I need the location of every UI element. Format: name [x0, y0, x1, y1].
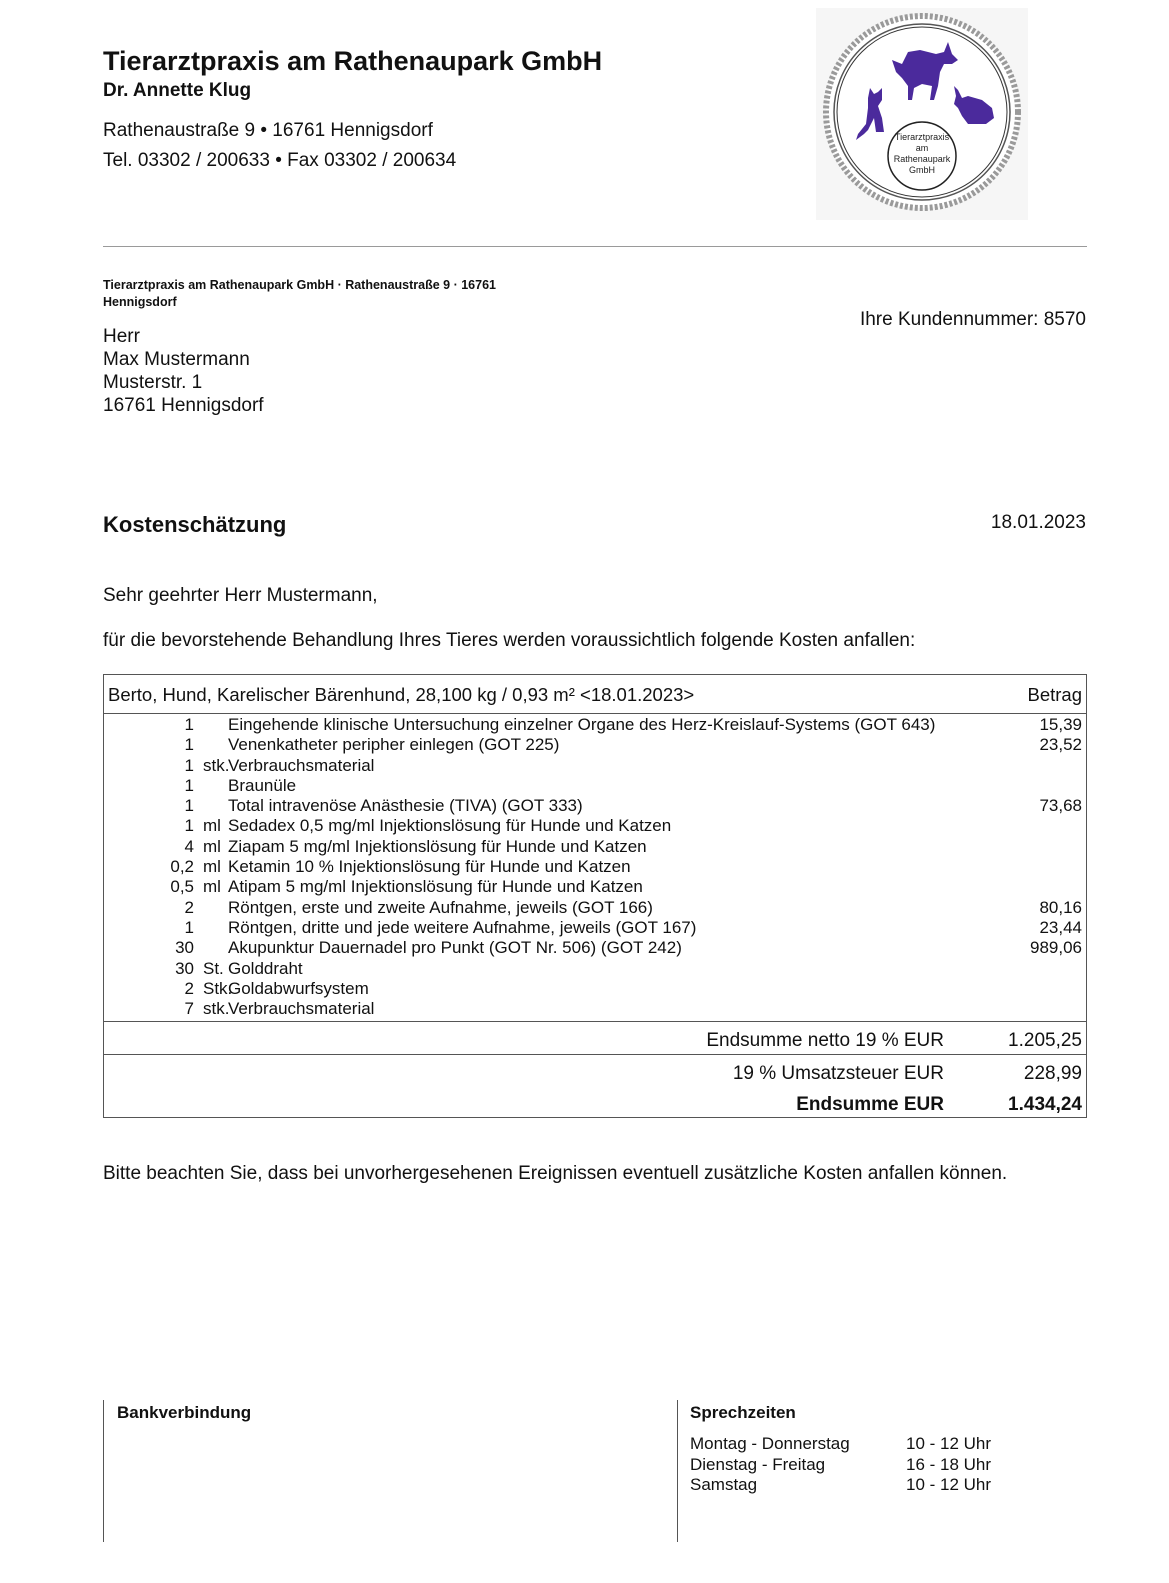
logo-text-line: Tierarztpraxis: [894, 132, 950, 142]
header-divider: [103, 246, 1087, 247]
table-divider: [104, 1021, 1086, 1022]
company-phone: Tel. 03302 / 200633 • Fax 03302 / 200634: [103, 150, 457, 171]
item-description: Total intravenöse Anästhesie (TIVA) (GOT 333): [228, 796, 583, 816]
item-unit: Stk.: [203, 978, 233, 998]
cost-table: [103, 674, 1087, 1118]
salutation: Sehr geehrter Herr Mustermann,: [103, 585, 378, 606]
logo-text-line: am: [915, 143, 929, 153]
recipient-title: Herr: [103, 326, 140, 347]
office-hours-row: [690, 1475, 1010, 1496]
item-quantity: 0,2: [170, 857, 194, 877]
company-address: Rathenaustraße 9 • 16761 Hennigsdorf: [103, 120, 433, 141]
item-quantity: 1: [184, 715, 194, 734]
item-description: Akupunktur Dauernadel pro Punkt (GOT Nr. 506) (GOT 242): [228, 938, 682, 958]
item-quantity: 0,5: [170, 877, 194, 897]
item-quantity: 4: [184, 836, 194, 856]
patient-info: Berto, Hund, Karelischer Bärenhund, 28,100 kg / 0,93 m² <18.01.2023>: [108, 684, 695, 705]
item-description: Röntgen, dritte und jede weitere Aufnahme, jeweils (GOT 167): [228, 917, 697, 937]
office-hours-title: Sprechzeiten: [690, 1403, 796, 1422]
bank-details-title: Bankverbindung: [117, 1403, 252, 1422]
item-description: Verbrauchsmaterial: [228, 755, 375, 775]
table-header: [104, 675, 1086, 714]
office-hours-list: [690, 1434, 1010, 1496]
table-row: [104, 796, 1086, 816]
vat-label: 19 % Umsatzsteuer EUR: [732, 1063, 944, 1084]
table-row: [104, 999, 1086, 1019]
item-amount: 80,16: [1039, 897, 1082, 917]
item-description: Ziapam 5 mg/ml Injektionslösung für Hunde und Katzen: [228, 836, 647, 856]
grand-total-label: Endsumme EUR: [796, 1094, 944, 1115]
recipient-street: Musterstr. 1: [103, 372, 203, 393]
item-description: Röntgen, erste und zweite Aufnahme, jeweils (GOT 166): [228, 897, 653, 917]
net-total-label: Endsumme netto 19 % EUR: [706, 1030, 944, 1051]
item-unit: ml: [203, 857, 221, 877]
table-divider: [104, 1054, 1086, 1055]
footer-divider: [103, 1400, 104, 1542]
item-amount: 989,06: [1030, 938, 1082, 958]
practice-logo: [816, 8, 1028, 220]
intro-text: für die bevorstehende Behandlung Ihres Tieres werden voraussichtlich folgende Kosten anfallen:: [103, 630, 916, 651]
item-quantity: 1: [184, 816, 194, 836]
item-unit: ml: [203, 816, 221, 836]
office-hours-time: 16 - 18 Uhr: [906, 1454, 992, 1474]
table-row: [104, 715, 1086, 735]
item-quantity: 7: [184, 999, 194, 1019]
cost-note: Bitte beachten Sie, dass bei unvorhergesehenen Ereignissen eventuell zusätzliche Kosten anfallen können.: [103, 1163, 1008, 1184]
item-unit: ml: [203, 877, 221, 897]
item-unit: stk.: [203, 755, 230, 775]
item-description: Ketamin 10 % Injektionslösung für Hunde und Katzen: [228, 857, 631, 877]
table-row: [104, 837, 1086, 857]
item-unit: ml: [203, 836, 221, 856]
item-description: Goldabwurfsystem: [228, 978, 369, 998]
item-unit: stk.: [203, 999, 230, 1019]
item-quantity: 1: [184, 796, 194, 816]
customer-number: Ihre Kundennummer: 8570: [859, 309, 1086, 330]
company-name: Tierarztpraxis am Rathenaupark GmbH: [103, 46, 603, 76]
table-row: [104, 735, 1086, 755]
item-description: Braunüle: [228, 775, 297, 795]
item-quantity: 2: [184, 978, 194, 998]
table-row: [104, 776, 1086, 796]
item-description: Atipam 5 mg/ml Injektionslösung für Hunde und Katzen: [228, 877, 643, 897]
item-amount: 73,68: [1039, 796, 1082, 816]
table-row: [104, 857, 1086, 877]
recipient-name: Max Mustermann: [103, 349, 250, 370]
office-hours-day: Dienstag - Freitag: [690, 1454, 826, 1474]
item-description: Sedadex 0,5 mg/ml Injektionslösung für Hunde und Katzen: [228, 816, 672, 836]
recipient-city: 16761 Hennigsdorf: [103, 395, 264, 416]
item-list: [104, 715, 1086, 1019]
table-row: [104, 938, 1086, 958]
grand-total-value: 1.434,24: [1008, 1094, 1082, 1115]
item-description: Eingehende klinische Untersuchung einzelner Organe des Herz-Kreislauf-Systems (GOT 643): [228, 715, 936, 734]
item-quantity: 30: [175, 938, 194, 958]
table-row: [104, 918, 1086, 938]
footer-divider: [677, 1400, 678, 1542]
table-row: [104, 877, 1086, 897]
table-row: [104, 816, 1086, 836]
table-row: [104, 959, 1086, 979]
item-description: Venenkatheter peripher einlegen (GOT 225): [228, 735, 560, 755]
item-description: Verbrauchsmaterial: [228, 999, 375, 1019]
item-amount: 15,39: [1039, 715, 1082, 734]
item-quantity: 1: [184, 755, 194, 775]
item-amount: 23,52: [1039, 735, 1082, 755]
item-quantity: 1: [184, 735, 194, 755]
office-hours-time: 10 - 12 Uhr: [906, 1434, 992, 1453]
office-hours-day: Samstag: [690, 1475, 758, 1494]
amount-column-header: Betrag: [1027, 684, 1082, 705]
recipient-address: [103, 325, 264, 417]
logo-text-line: Rathenaupark: [893, 154, 951, 164]
item-amount: 23,44: [1039, 917, 1082, 937]
office-hours-row: [690, 1434, 1010, 1455]
item-quantity: 2: [184, 897, 194, 917]
document-date: 18.01.2023: [990, 512, 1086, 533]
table-row: [104, 756, 1086, 776]
vat-value: 228,99: [1023, 1063, 1082, 1084]
office-hours-row: [690, 1455, 1010, 1476]
item-description: Golddraht: [228, 958, 303, 978]
office-hours-day: Montag - Donnerstag: [690, 1434, 850, 1453]
table-row: [104, 979, 1086, 999]
item-quantity: 1: [184, 917, 194, 937]
logo-text-line: GmbH: [908, 165, 936, 175]
item-quantity: 1: [184, 775, 194, 795]
sender-return-address: Tierarztpraxis am Rathenaupark GmbH · Rathenaustraße 9 · 16761 Hennigsdorf: [103, 278, 496, 309]
office-hours-time: 10 - 12 Uhr: [906, 1475, 992, 1494]
table-row: [104, 898, 1086, 918]
item-unit: St.: [203, 958, 224, 978]
item-quantity: 30: [175, 958, 194, 978]
document-title: Kostenschätzung: [103, 512, 287, 537]
doctor-name: Dr. Annette Klug: [103, 80, 252, 101]
net-total-value: 1.205,25: [1008, 1030, 1082, 1051]
